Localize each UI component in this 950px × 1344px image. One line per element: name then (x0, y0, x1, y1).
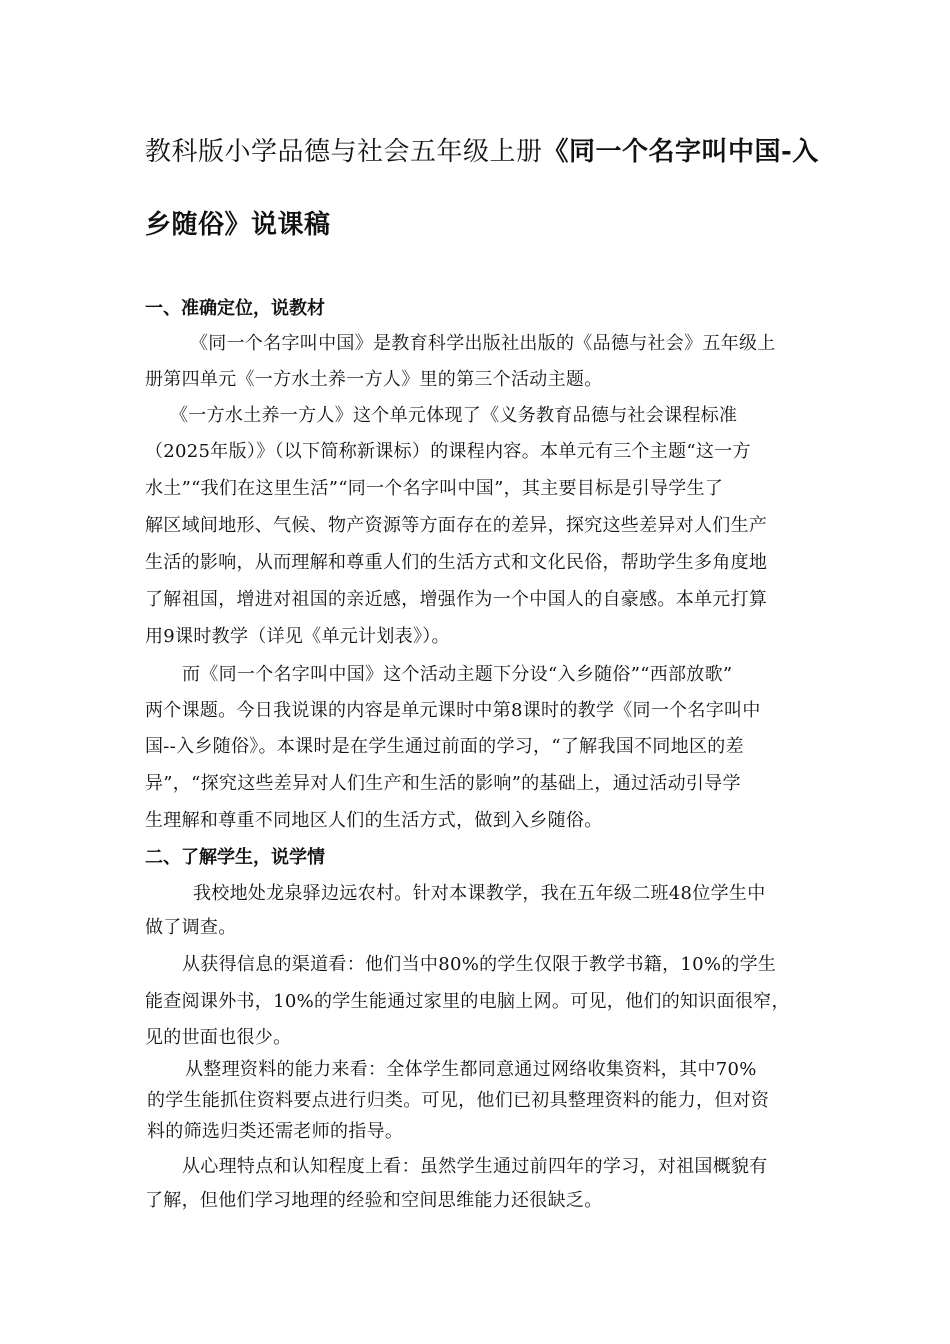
paragraph-line: 生理解和尊重不同地区人们的生活方式，做到入乡随俗。 (145, 810, 603, 831)
paragraph-line: 《一方水土养一方人》这个单元体现了《义务教育品德与社会课程标准 (170, 405, 738, 426)
paragraph-line: 生活的影响，从而理解和尊重人们的生活方式和文化民俗，帮助学生多角度地 (145, 552, 768, 573)
title-emphasis-continued: 乡随俗》说课稿 (145, 210, 331, 240)
paragraph-line: 我校地处龙泉驿边远农村。针对本课教学，我在五年级二班48位学生中 (193, 883, 766, 904)
paragraph-line: 解区域间地形、气候、物产资源等方面存在的差异，探究这些差异对人们生产 (145, 515, 768, 536)
paragraph-line: （2025年版）》（以下简称新课标）的课程内容。本单元有三个主题“这一方 (145, 441, 751, 462)
title-emphasis: 《同一个名字叫中国-入 (542, 137, 819, 167)
paragraph-line: 见的世面也很少。 (145, 1027, 292, 1048)
section-1-heading: 一、准确定位，说教材 (145, 298, 325, 319)
document-title-line-1 (145, 137, 845, 167)
section-2-heading: 二、了解学生，说学情 (145, 847, 325, 868)
paragraph-line: 两个课题。今日我说课的内容是单元课时中第8课时的教学《同一个名字叫中 (145, 700, 761, 721)
paragraph-line: 做了调查。 (145, 917, 237, 938)
title-prefix: 教科版小学品德与社会五年级上册 (145, 137, 543, 167)
paragraph-line: 而《同一个名字叫中国》这个活动主题下分设“入乡随俗”“西部放歌” (182, 664, 733, 685)
paragraph-line: 《同一个名字叫中国》是教育科学出版社出版的《品德与社会》五年级上 (190, 333, 776, 354)
paragraph-line: 从整理资料的能力来看：全体学生都同意通过网络收集资料，其中70% (185, 1059, 757, 1080)
document-title-line-2 (145, 210, 845, 240)
paragraph-line: 料的筛选归类还需老师的指导。 (147, 1121, 404, 1142)
paragraph-line: 册第四单元《一方水土养一方人》里的第三个活动主题。 (145, 369, 603, 390)
paragraph-line: 了解祖国，增进对祖国的亲近感，增强作为一个中国人的自豪感。本单元打算 (145, 589, 768, 610)
paragraph-line: 水土”“我们在这里生活”“同一个名字叫中国”，其主要目标是引导学生了 (145, 478, 724, 499)
paragraph-line: 异”，“探究这些差异对人们生产和生活的影响”的基础上，通过活动引导学 (145, 773, 741, 794)
paragraph-line: 用9课时教学（详见《单元计划表》）。 (145, 626, 450, 647)
paragraph-line: 从心理特点和认知程度上看：虽然学生通过前四年的学习，对祖国概貌有 (182, 1156, 768, 1177)
paragraph-line: 了解，但他们学习地理的经验和空间思维能力还很缺乏。 (145, 1190, 603, 1211)
paragraph-line: 从获得信息的渠道看：他们当中80%的学生仅限于教学书籍，10%的学生 (182, 954, 777, 975)
paragraph-line: 能查阅课外书，10%的学生能通过家里的电脑上网。可见，他们的知识面很窄， (145, 991, 790, 1012)
paragraph-line: 国--入乡随俗》。本课时是在学生通过前面的学习，“了解我国不同地区的差 (145, 736, 744, 757)
paragraph-line: 的学生能抓住资料要点进行归类。可见，他们已初具整理资料的能力，但对资 (147, 1090, 770, 1111)
